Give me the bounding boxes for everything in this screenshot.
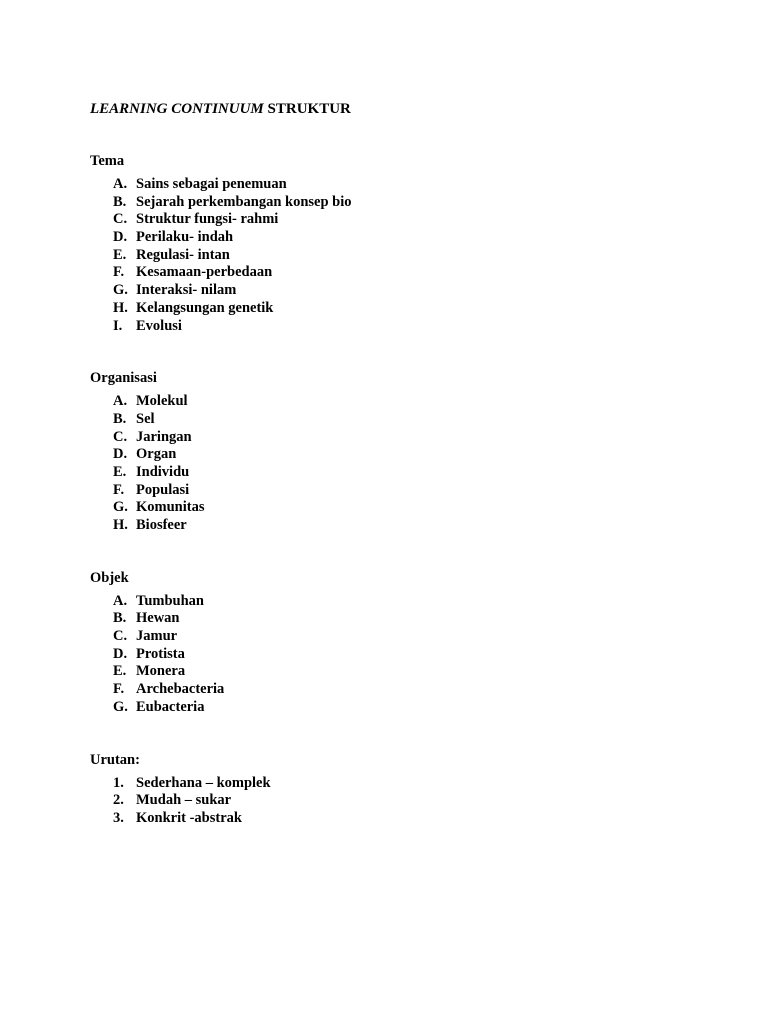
list-marker: G. [113,499,128,516]
list-item [90,593,730,611]
list-marker: 1. [113,774,124,791]
list-item [90,194,730,212]
list-marker: B. [113,610,127,627]
list-marker: F. [113,481,125,498]
list-item-text: Sains sebagai penemuan [136,176,287,192]
list-item [90,482,730,500]
list-marker: A. [113,176,128,192]
list-item-text: Organ [136,446,177,463]
list-marker: E. [113,246,127,263]
list-item [90,282,730,300]
list-item-text: Konkrit -abstrak [136,809,242,826]
list-marker: B. [113,193,127,210]
list-marker: D. [113,645,128,662]
list-marker: H. [113,517,128,533]
document-title [90,99,730,119]
section-organisasi [90,368,730,535]
list-item [90,264,730,282]
title-rest-part: STRUKTUR [267,101,351,117]
list-marker: E. [113,463,127,480]
list-item [90,176,730,194]
list-item [90,610,730,628]
section-urutan [90,750,730,828]
list-item-text: Molekul [136,393,188,410]
list-organisasi [90,393,730,535]
section-objek [90,568,730,717]
list-item [90,211,730,229]
list-item [90,517,730,535]
list-item-text: Struktur fungsi- rahmi [136,211,279,228]
list-item-text: Mudah – sukar [136,792,232,809]
list-urutan [90,775,730,828]
list-marker: G. [113,698,128,715]
list-item-text: Regulasi- intan [136,246,230,263]
list-marker: 3. [113,809,124,826]
list-item-text: Sel [136,410,155,427]
list-item [90,792,730,810]
section-heading-tema: Tema [90,153,125,169]
list-marker: D. [113,446,128,463]
list-item [90,499,730,517]
section-tema [90,151,730,335]
list-item [90,247,730,265]
list-item [90,446,730,464]
list-item-text: Monera [136,663,186,680]
list-item [90,411,730,429]
list-item [90,681,730,699]
list-marker: D. [113,229,128,246]
list-tema [90,176,730,335]
list-item [90,429,730,447]
list-item-text: Hewan [136,610,180,627]
list-item-text: Perilaku- indah [136,229,234,246]
list-marker: 2. [113,792,124,809]
list-item [90,229,730,247]
list-item-text: Populasi [136,481,190,498]
list-item [90,775,730,793]
list-marker: C. [113,211,128,228]
list-marker: C. [113,428,128,445]
title-italic-part: LEARNING CONTINUUM [90,101,264,117]
list-marker: H. [113,299,128,316]
list-item [90,663,730,681]
list-objek [90,593,730,717]
list-item-text: Kelangsungan genetik [136,299,274,316]
list-item-text: Evolusi [136,317,182,334]
list-item [90,646,730,664]
list-marker: C. [113,628,128,645]
list-item-text: Jaringan [136,428,192,445]
list-item [90,393,730,411]
list-item-text: Eubacteria [136,698,205,715]
list-marker: I. [113,317,123,334]
list-item-text: Sederhana – komplek [136,774,271,791]
list-item [90,464,730,482]
list-item-text: Sejarah perkembangan konsep bio [136,193,352,210]
list-item-text: Individu [136,463,190,480]
document-page [90,99,730,828]
list-item-text: Interaksi- nilam [136,282,237,299]
list-item-text: Tumbuhan [136,592,204,609]
list-marker: F. [113,264,125,281]
list-marker: A. [113,592,128,609]
list-marker: F. [113,681,125,698]
list-item [90,810,730,828]
list-item-text: Jamur [136,628,178,645]
list-marker: G. [113,282,128,299]
list-item [90,628,730,646]
list-item-text: Biosfeer [136,517,187,533]
list-item-text: Archebacteria [136,681,225,698]
section-heading-organisasi: Organisasi [90,370,157,387]
list-marker: E. [113,663,127,680]
list-marker: B. [113,410,127,427]
list-item-text: Protista [136,645,185,662]
section-heading-objek: Objek [90,569,129,586]
list-item [90,300,730,318]
list-item [90,318,730,336]
section-heading-urutan: Urutan: [90,751,140,768]
list-item-text: Komunitas [136,499,205,516]
list-item-text: Kesamaan-perbedaan [136,264,273,281]
list-marker: A. [113,393,128,410]
list-item [90,699,730,717]
